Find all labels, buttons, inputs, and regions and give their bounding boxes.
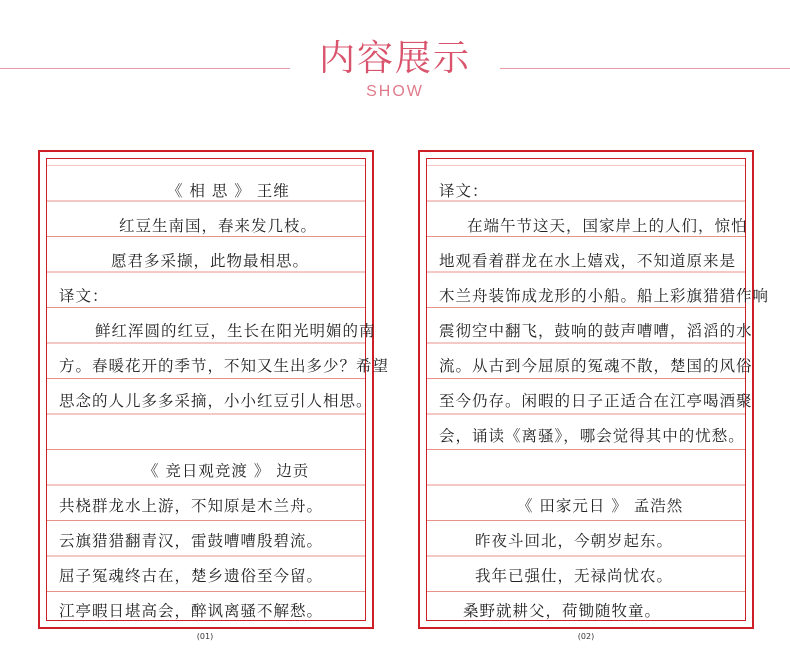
section-title: 内容展示 <box>318 38 471 79</box>
translation-line: 地观看着群龙在水上嬉戏，不知道原来是 <box>439 252 737 270</box>
poem-line: 屈子冤魂终古在，楚乡遗俗至今留。 <box>59 567 324 585</box>
poem-line: 我年已强仕，无禄尚忧农。 <box>475 567 674 585</box>
translation-line: 方。春暖花开的季节，不知又生出多少？希望 <box>59 357 390 375</box>
poem-line: 云旗猎猎翻青汉，雷鼓嘈嘈殷碧流。 <box>59 532 324 550</box>
translation-line: 流。从古到今屈原的冤魂不散，楚国的风俗 <box>439 357 753 375</box>
page-number-2: (02) <box>577 632 595 641</box>
poem-line: 共桡群龙水上游，不知原是木兰舟。 <box>59 497 324 515</box>
blank-line <box>437 457 739 485</box>
ruled-paper <box>426 158 770 621</box>
ruled-paper <box>46 158 390 621</box>
header-line-right <box>500 68 790 69</box>
translation-line: 思念的人儿多多采摘，小小红豆引人相思。 <box>59 392 373 410</box>
sample-page-1 <box>38 150 390 629</box>
poem-line: 红豆生南国，春来发几枝。 <box>119 217 318 235</box>
translation-line: 震彻空中翻飞，鼓响的鼓声嘈嘈，滔滔的水 <box>439 322 753 340</box>
blank-line <box>57 422 359 450</box>
translation-line: 鲜红浑圆的红豆，生长在阳光明媚的南 <box>95 322 376 340</box>
poem-title-line: 《 田家元日 》 孟浩然 <box>517 497 684 515</box>
translation-line: 木兰舟装饰成龙形的小船。船上彩旗猎猎作响 <box>439 287 770 305</box>
translation-line: 会，诵读《离骚》，哪会觉得其中的忧愁。 <box>439 427 745 445</box>
section-subtitle: SHOW <box>366 83 424 100</box>
header-line-left <box>0 68 290 69</box>
page-number-1: (01) <box>196 632 214 641</box>
translation-line: 至今仍存。闲暇的日子正适合在江亭喝酒聚 <box>439 392 753 410</box>
translation-label: 译文： <box>439 182 489 200</box>
poem-line: 江亭暇日堪高会，醉讽离骚不解愁。 <box>59 602 324 620</box>
poem-line: 昨夜斗回北，今朝岁起东。 <box>475 532 674 550</box>
translation-line: 在端午节这天，国家岸上的人们，惊怕 <box>467 217 748 235</box>
sample-page-2 <box>418 150 770 629</box>
poem-line: 桑野就耕父，荷锄随牧童。 <box>463 602 662 620</box>
translation-label: 译文： <box>59 287 109 305</box>
poem-line: 愿君多采撷，此物最相思。 <box>111 252 310 270</box>
poem-title-line: 《 竞日观竞渡 》 边贡 <box>143 462 310 480</box>
poem-title-line: 《 相 思 》 王维 <box>167 182 290 200</box>
